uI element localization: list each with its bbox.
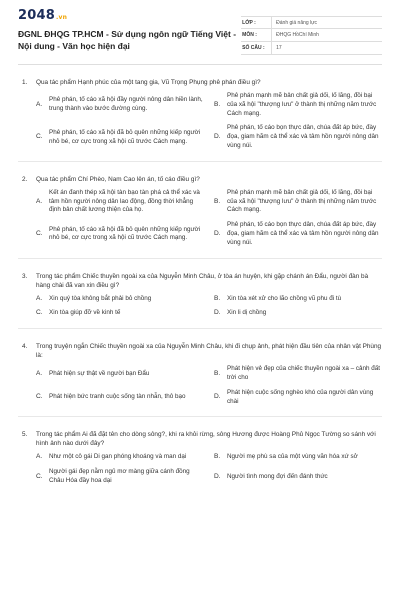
answer-option-d[interactable] [214,309,382,318]
question-number: 2. [22,175,28,183]
question-header [18,78,382,87]
answer-letter: C. [36,472,43,480]
question-1 [18,65,382,162]
meta-key: SỐ CÂU : [242,45,265,51]
meta-row-count [241,42,382,55]
answer-text: Phê phán mạnh mẽ bản chất giả dối, lố lăng, đồi bại của xã hội "thượng lưu" ở thành thị những năm trước Cách mạng. [227,188,377,214]
answer-option-d[interactable] [214,221,382,247]
answer-option-b[interactable] [214,189,382,215]
question-text: Trong tác phẩm Chiếc thuyền ngoài xa của Nguyễn Minh Châu, ở tòa án huyện, khi gặp chánh án Đẩu, người đàn bà hàng chài đã van xin điều gì? [36,272,369,289]
answer-list [36,453,382,485]
answer-text: Xin quý tòa không bắt phải bỏ chồng [49,294,152,302]
answer-text: Như một cô gái Di gan phóng khoáng và man dại [49,453,187,461]
question-3 [18,259,382,330]
meta-row-class [241,16,382,29]
brand-block [18,8,241,64]
answer-text: Phát hiện bức tranh cuộc sống tàn nhẫn, thô bạo [49,393,186,401]
question-number: 3. [22,272,28,280]
answer-text: Người tình mong đợi đến đánh thức [227,472,328,480]
answer-letter: C. [36,133,43,141]
answer-letter: A. [36,369,43,377]
answer-option-d[interactable] [214,124,382,150]
answer-option-b[interactable] [214,453,382,462]
answer-text: Người mẹ phù sa của một vùng văn hóa xứ sở [227,453,358,461]
answer-option-a[interactable] [36,295,204,304]
answer-option-a[interactable] [36,453,204,462]
meta-key: LỚP : [242,19,256,26]
answer-option-b[interactable] [214,295,382,304]
answer-letter: A. [36,453,43,461]
answer-text: Người gái đẹp nằm ngủ mơ màng giữa cánh đồng Châu Hóa đầy hoa dại [49,468,190,484]
answer-option-a[interactable] [36,92,204,118]
answer-letter: D. [214,229,221,237]
question-2 [18,162,382,259]
answer-text: Xin tòa giúp đỡ về kinh tế [49,309,121,317]
meta-table [241,16,382,64]
question-header [18,175,382,184]
answer-letter: B. [214,369,221,377]
meta-value: 17 [271,42,282,54]
question-4 [18,329,382,417]
question-header [18,272,382,290]
logo-domain: .vn [55,14,68,21]
answer-letter: C. [36,309,43,317]
answer-letter: A. [36,294,43,302]
answer-option-b[interactable] [214,365,382,383]
meta-key: MÔN : [242,32,257,38]
question-number: 4. [22,343,28,351]
answer-option-c[interactable] [36,309,204,318]
answer-text: Phê phán, tố cáo xã hội đã bỏ quên những kiếp người nhỏ bé, cơ cực trong xã hội cũ trước Cách mạng. [49,225,201,242]
answer-list [36,295,382,319]
answer-text: Phê phán, tố cáo xã hội đầy người nông dân hiền lành, trung thành vào bước đường cùng. [49,96,203,113]
answer-option-c[interactable] [36,389,204,407]
question-text: Trong tác phẩm Ai đã đặt tên cho dòng sông?, khi ra khỏi rừng, sông Hương được Hoàng Phủ Ngọc Tường so sánh với hình ảnh nào dưới đây? [36,431,376,448]
answer-text: Phê phán mạnh mẽ bản chất giả dối, lố lăng, đồi bại của xã hội "thượng lưu" ở thành thị những năm trước Cách mạng. [227,92,377,117]
answer-letter: D. [214,309,221,317]
answer-option-a[interactable] [36,189,204,215]
question-text: Qua tác phẩm Hạnh phúc của một tang gia, Vũ Trọng Phụng phê phán điều gì? [36,79,261,86]
answer-letter: A. [36,197,43,205]
answer-letter: A. [36,100,43,108]
answer-text: Phê phán, tố cáo xã hội đã bỏ quên những kiếp người nhỏ bé, cơ cực trong xã hội cũ trước Cách mạng. [49,128,201,145]
question-5 [18,417,382,485]
answer-letter: B. [214,453,221,461]
answer-option-c[interactable] [36,468,204,486]
question-header [18,430,382,448]
document-title: ĐGNL ĐHQG TP.HCM - Sử dụng ngôn ngữ Tiếng Việt - Nội dung - Văn học hiện đại [18,29,237,51]
answer-letter: B. [214,197,221,205]
question-text: Trong truyện ngắn Chiếc thuyền ngoài xa của Nguyễn Minh Châu, khi đi chụp ảnh, phát hiện đầu tiên của nhân vật Phùng là: [36,343,382,360]
answer-text: Phát hiện cuộc sống nghèo khó của người dân vùng chài [227,388,374,405]
question-header [18,342,382,360]
answer-option-d[interactable] [214,389,382,407]
answer-letter: C. [36,229,43,237]
answer-option-a[interactable] [36,365,204,383]
answer-option-d[interactable] [214,468,382,486]
answer-text: Phát hiện sự thật về người bạn Đẩu [49,369,150,377]
answer-letter: D. [214,472,221,480]
question-number: 5. [22,431,28,439]
site-logo[interactable] [18,8,241,26]
question-number: 1. [22,79,28,86]
answer-letter: B. [214,294,221,302]
answer-list [36,365,382,406]
meta-value: Đánh giá năng lực [271,17,317,28]
answer-list [36,189,382,248]
answer-letter: D. [214,133,221,141]
answer-letter: B. [214,100,221,108]
answer-text: Phê phán, tố cáo bọn thực dân, chúa đất áp bức, đày đọa, giam hãm cả thể xác và tâm hồn người nông dân vùng núi. [227,221,379,246]
answer-text: Phê phán, tố cáo bọn thực dân, chúa đất áp bức, đày đọa, giam hãm cả thể xác và tâm hồn người nông dân vùng núi. [227,124,379,149]
answer-letter: D. [214,393,221,401]
meta-row-subject [241,29,382,42]
question-text: Qua tác phẩm Chí Phèo, Nam Cao lên án, tố cáo điều gì? [36,175,200,183]
answer-text: Xin tòa xét xử cho lão chồng vũ phu đi tù [227,294,342,302]
document-header [18,0,382,64]
answer-text: Xin li dị chồng [227,309,267,317]
answer-list [36,92,382,151]
logo-main: 2048 [18,8,55,23]
answer-text: Phát hiện vẻ đẹp của chiếc thuyền ngoài xa – cảnh đất trời cho [227,365,380,381]
answer-option-c[interactable] [36,124,204,150]
answer-option-c[interactable] [36,221,204,247]
answer-option-b[interactable] [214,92,382,118]
answer-text: Kết án đanh thép xã hội tàn bạo tàn phá cả thể xác và tâm hồn người nông dân lao động, đồng thời khẳng định bản chất lương thiện của họ. [49,188,200,214]
meta-value: ĐHQG HồChí Minh [271,29,319,41]
answer-letter: C. [36,393,43,401]
